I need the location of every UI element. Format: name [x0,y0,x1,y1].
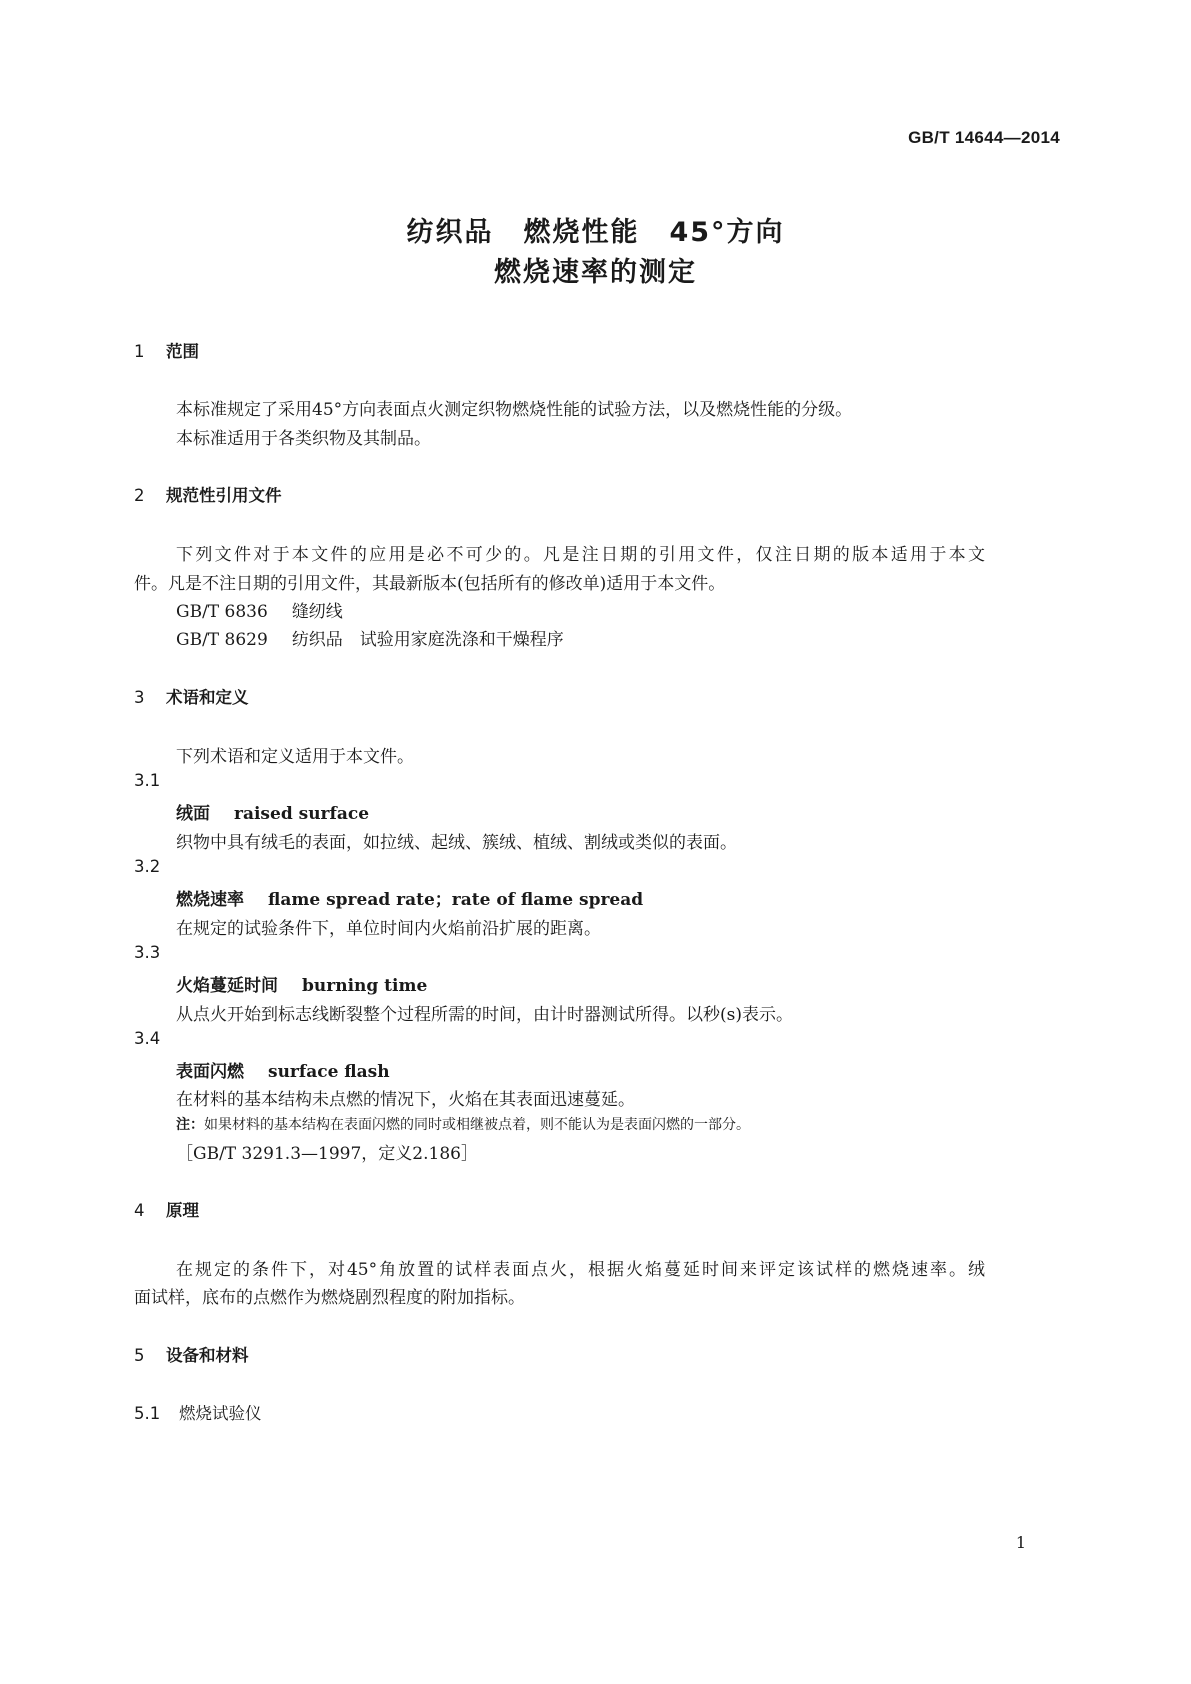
section-title: 规范性引用文件 [166,486,282,505]
section-2-paragraph-line1: 下列文件对于本文件的应用是必不可少的。凡是注日期的引用文件，仅注日期的版本适用于本文 [176,545,985,565]
title-part-2: 燃烧性能 [523,217,640,248]
term-heading [176,799,369,824]
section-title: 范围 [166,342,199,361]
term-definition: 从点火开始到标志线断裂整个过程所需的时间，由计时器测试所得。以秒(s)表示。 [176,1005,793,1025]
term-number: 3.4 [134,1029,161,1048]
term-note [176,1114,750,1134]
subsection-title: 燃烧试验仪 [179,1404,262,1423]
normative-reference [176,625,564,650]
section-4-paragraph-line2: 面试样，底布的点燃作为燃烧剧烈程度的附加指标。 [134,1288,525,1308]
section-5-heading [134,1342,249,1366]
note-text: 如果材料的基本结构在表面闪燃的同时或相继被点着，则不能认为是表面闪燃的一部分。 [204,1117,750,1133]
section-2-paragraph-line2: 件。凡是不注日期的引用文件，其最新版本(包括所有的修改单)适用于本文件。 [134,574,726,594]
normative-reference [176,597,343,622]
section-number: 1 [134,342,145,361]
title-part-3: 45°方向 [669,217,785,248]
section-3-heading [134,684,249,708]
section-2-heading [134,482,282,506]
section-4-paragraph-line1: 在规定的条件下，对45°角放置的试样表面点火，根据火焰蔓延时间来评定该试样的燃烧速率。绒 [176,1260,985,1280]
section-4-heading [134,1197,199,1221]
section-title: 原理 [166,1201,199,1220]
term-number: 3.2 [134,857,161,876]
document-title-line1 [0,210,1191,249]
term-heading [176,885,643,910]
section-3-intro: 下列术语和定义适用于本文件。 [176,747,414,767]
section-title: 设备和材料 [166,1346,249,1365]
term-en: surface flash [268,1062,390,1082]
term-en: burning time [302,976,428,996]
term-zh: 燃烧速率 [176,890,244,910]
document-title-line2: 燃烧速率的测定 [494,257,697,288]
reference-title: 纺织品 试验用家庭洗涤和干燥程序 [291,630,564,650]
section-1-paragraph-2: 本标准适用于各类织物及其制品。 [176,429,431,449]
section-1-heading [134,338,199,362]
term-definition: 在材料的基本结构未点燃的情况下，火焰在其表面迅速蔓延。 [176,1090,635,1110]
term-number: 3.3 [134,943,161,962]
subsection-5-1-heading [134,1400,262,1424]
term-definition: 在规定的试验条件下，单位时间内火焰前沿扩展的距离。 [176,919,601,939]
section-title: 术语和定义 [166,688,249,707]
term-zh: 绒面 [176,804,210,824]
term-definition: 织物中具有绒毛的表面，如拉绒、起绒、簇绒、植绒、割绒或类似的表面。 [176,833,737,853]
term-heading [176,1057,390,1082]
term-zh: 表面闪燃 [176,1062,244,1082]
section-number: 4 [134,1201,145,1220]
term-number: 3.1 [134,771,161,790]
title-part-1: 纺织品 [406,217,494,248]
standard-number: GB/T 14644—2014 [908,128,1060,147]
reference-code: GB/T 8629 [176,630,268,650]
term-en: raised surface [234,804,370,824]
section-number: 5 [134,1346,145,1365]
section-number: 2 [134,486,145,505]
term-en: flame spread rate；rate of flame spread [268,890,644,910]
term-source: ［GB/T 3291.3—1997，定义2.186］ [176,1144,478,1164]
subsection-number: 5.1 [134,1404,161,1423]
note-label: 注： [176,1117,204,1133]
reference-code: GB/T 6836 [176,602,268,622]
term-zh: 火焰蔓延时间 [176,976,278,996]
page-number: 1 [1015,1533,1026,1552]
section-number: 3 [134,688,145,707]
term-heading [176,971,427,996]
section-1-paragraph-1: 本标准规定了采用45°方向表面点火测定织物燃烧性能的试验方法，以及燃烧性能的分级。 [176,400,853,420]
reference-title: 缝纫线 [291,602,343,622]
